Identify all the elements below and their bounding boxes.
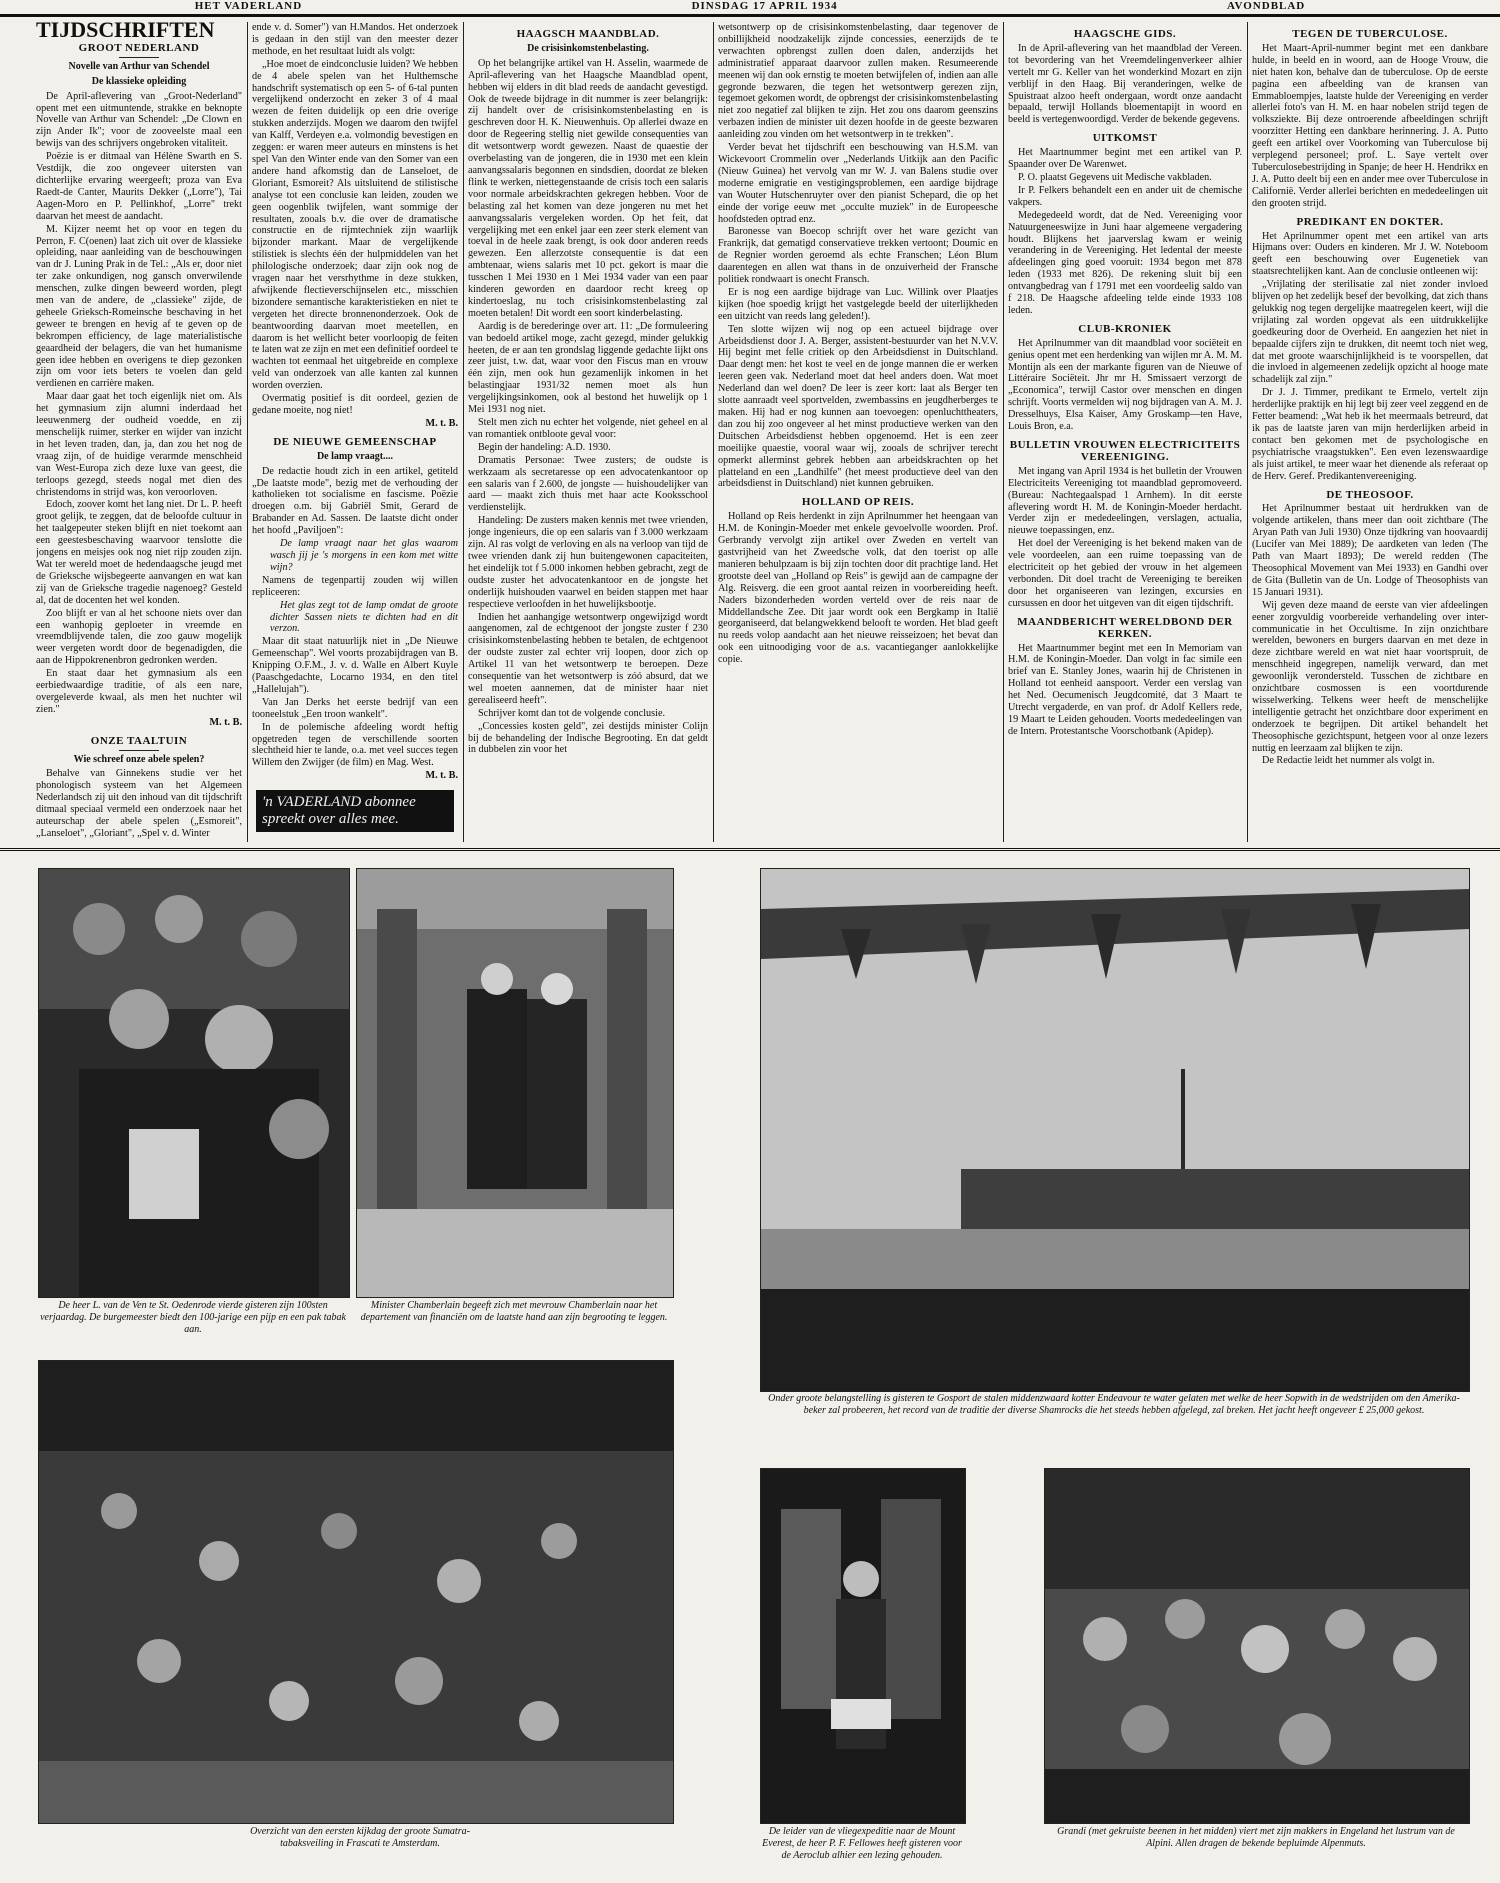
paragraph: Het Aprilnummer van dit maandblad voor sociëteit en genius opent met een herdenking van wijlen mr A. M. M. Montijn als een der markante figuren van de Nieuwe of Littéraire Sociëteit. Jhr mr H. Smissaert verzorgt de „Economica", terwijl Castor over menschen en dingen schrijft. Voorts vermelden wij nog bijdragen van A. M. J. Dresselhuys, Elsa Kaiser, Amy Groskamp—ten Have, Louis Bron, e.a.: [1008, 337, 1242, 433]
verse: Het glas zegt tot de lamp omdat de groote dichter Sassen niets te dichten had en dit verzon.: [270, 599, 458, 635]
caption-chamberlain: Minister Chamberlain begeeft zich met mevrouw Chamberlain naar het departement van financiën om de laatste hand aan zijn begrooting te leggen.: [360, 1300, 668, 1323]
paragraph: Stelt men zich nu echter het volgende, niet geheel en al van romantiek ontbloote geval voor:: [468, 417, 708, 440]
column-rule: [463, 22, 464, 842]
photo-fellowes-image: [761, 1469, 965, 1823]
column-5: [1008, 22, 1242, 842]
paragraph: De April-aflevering van „Groot-Nederland" opent met een uitmuntende, strakke en beknopte Novelle van Arthur van Schendel: „De Clown en zijn Ander Ik"; voor de zooveelste maal een bewijs van des schrijvers ongebroken vitaliteit.: [36, 90, 242, 150]
paragraph: P. O. plaatst Gegevens uit Medische vakbladen.: [1018, 171, 1212, 183]
paragraph: Het Aprilnummer bestaat uit herdrukken van de volgende artikelen, thans meer dan ooit zichtbare (The Aryan Path van Juli 1930) Onze tijdkring van hoovaardij (Lucifer van Mei 1889); De aardketen van leden (The Path van Maart 1893); De wereld redden (The Theosophical Movement van Mei 1933) en Gandhi over de Gita (Bulletin van de Un. Lodge of Theosophists van 15 Januari 1931).: [1252, 503, 1488, 598]
paragraph: Indien het aanhangige wetsontwerp ongewijzigd wordt aangenomen, zal de echtgenoot der jongste zuster f 230 crisisinkomstenbelasting hebben te betalen, de echtgenoot der oudste zuster zal echter vrij loopen, door zich op Artikel 11 van het wetsontwerp te beroepen. Deze consequentie van het wetsontwerp is zóó absurd, dat we wel moeten aannemen, dat de minister haar niet gerealiseerd heeft".: [468, 611, 708, 706]
paragraph: Het doel der Vereeniging is het bekend maken van de vele voordeelen, aan een ruime toepassing van de electriciteit op het gebied der vrouw in het algemeen verbonden. Dit doel tracht de Vereeniging te bereiken door het organiseeren van lezingen, excursies en cursussen en door het uitgeven van dit eigen tijdschrift.: [1008, 538, 1242, 609]
paragraph: M. Kijzer neemt het op voor en tegen du Perron, F. C(oenen) laat zich uit over de klassieke opleiding, naar aanleiding van de beschouwingen van dr J. Luning Prak in de Tel.: „Als er, door niet ter zake onkundigen, nog gansch onverwilende menschen, zulke dingen beweerd worden, plegt men van de andere, de „classieke" zijde, de geheele Grieksch-Romeinsche beschaving in het geweer te brengen en hevig af te geven op de bekrompen efficiency, de lage materialistische geaardheid der belagers, die van het humanisme geen idee hebben en overigens te diep gezonken zijn om voor iets beters te voelen dan geld verdienen en carrière maken.: [36, 223, 242, 390]
paragraph: Baronesse van Boecop schrijft over het ware gezicht van Frankrijk, dat gematigd conservatieve trekken vertoont; Doumic en de Regnier worden geroemd als echte Franschen; Léon Blum daarentegen en allen wat thans in de onzuiverheid der Fransche politiek rondwaart is onecht Fransch.: [718, 226, 998, 286]
paragraph: Handeling: De zusters maken kennis met twee vrienden, jonge ingenieurs, die op een salaris van f 3.000 werkzaam zijn. Al ras volgt de verloving en als na verloop van tijd de twee vrienden dank zij hun buitengewonen capaciteiten, het eindelijk tot f 5.000 inkomen hebben gebracht, zegt de oudste zuster het advocatenkantoor en de jongste het onderlijk huishouden vaarwel en beiden stappen met haar respectieve verloofden in het huwelijksbootje.: [468, 515, 708, 610]
heading-maandbericht: MAANDBERICHT WERELDBOND DER KERKEN.: [1017, 615, 1233, 640]
paragraph: Edoch, zoover komt het lang niet. Dr L. P. heeft groot gelijk, te zeggen, dat de beloofde cultuur in het taalgepeuter steken blijft en niet toekomt aan een geestesbeschaving waarvoor tenslotte die jongens en meisjes ook nog niet rijp zouden zijn. Wat ter wereld moet de hedendaagsche jeugd met de Grieksche wijsbegeerte aanvangen en wat kan zij van de Grieksche tragedie nagenoeg? Gesteld al, dat de docenten het wel konden.: [36, 499, 242, 606]
photo-endeavour-image: [761, 869, 1469, 1391]
caption-fellowes: De leider van de vliegexpeditie naar de Mount Everest, de heer P. F. Fellowes heeft gisteren voor de Aeroclub alhier een lezing gehouden.: [762, 1826, 962, 1861]
column-rule: [1003, 22, 1004, 842]
paragraph: Medegedeeld wordt, dat de Ned. Vereeniging voor Natuurgeneeswijze in Juni haar algemeene vergadering houdt. Blijkens het jaarverslag kwam er weinig verandering in de Vereeniging. Het ledental der meeste afdeelingen ging goed vooruit: 1934 begon met 878 leden (1933 met 826). De rekening sluit bij een ontvangbedrag van f 1791 met een voordeelig saldo van f 218. De Haagsche afdeeling telde einde 1933 108 leden.: [1008, 209, 1242, 316]
column-rule: [1247, 22, 1248, 842]
photo-grandi-alpini-image: [1045, 1469, 1469, 1823]
caption-endeavour: Onder groote belangstelling is gisteren te Gosport de stalen middenzwaard kotter Endeavour te water gelaten met welke de heer Sopwith in de wedstrijden om den Amerika-beker zal probeeren, het record van de traditie der diverse Shamrocks die het steeds hebben afgelegd, zal breken. Het jacht heeft ongeveer £ 25,000 gekost.: [768, 1393, 1460, 1416]
photo-centenarian-image: [39, 869, 349, 1297]
paragraph: Maar daar gaat het toch eigenlijk niet om. Als het gymnasium zijn alumni inderdaad het leeuwenmerg der oudheid voedde, en zij menschelijk ruimer, sterker en wijder van inzicht in het leven traden, dan, ja, dan zou het nog de vraag zijn, of de huidige verarmde menschheid van West-Europa zich deze luxe van geest, die terloops gezegd, steeds nogal met dien des christendoms in strijd was, kon veroorloven.: [36, 391, 242, 498]
paragraph: Ten slotte wijzen wij nog op een actueel bijdrage over Arbeidsdienst door J. A. Berger, assistent-bestuurder van het N.V.V. Hij begint met felle critiek op den Arbeidsdienst in Duitschland. Daar dengt men: het kost te veel en de jonge mannen die er werken leeren geen vak. Nederland moet dat heel anders doen. Wat moet Nederland dan wel doen? De leer is zeer kort: laat als Berger ten slotte aanraadt veel sportvelden, zwembassins en jeugdherberges te maken. Hij had er nog kunnen aan toevoegen: openluchttheaters, dan zou hij zoo ongeveer al het minst productieve werken van den Duitschen Arbeidsdienst hebben opgenoemd. Het is een zeer moeilijke quaestie, vooral waar wij, zooals de schrijver terecht opmerkt allerminst gebrek hebben aan arbeidskrachten op het platteland en een „Landhilfe" (het meest productieve deel van den arbeidsdienst in Duitschland) niet kunnen gebruiken.: [718, 323, 998, 490]
paragraph: Schrijver komt dan tot de volgende conclusie.: [478, 707, 666, 719]
paragraph: Er is nog een aardige bijdrage van Luc. Willink over Plaatjes kijken (hoe spoedig krijgt het vastgelegde beeld der uiterlijkheden een uitzicht van reeds lang geleden!).: [718, 286, 998, 322]
caption-centenarian: De heer L. van de Ven te St. Oedenrode vierde gisteren zijn 100sten verjaardag. De burgemeester biedt den 100-jarige een pijp en een pak tabak aan.: [40, 1300, 346, 1335]
photo-endeavour: [760, 868, 1470, 1392]
paragraph: „Concessies kosten geld", zei destijds minister Colijn bij de behandeling der Indische Begrooting. En dat geldt in dubbelen zin voor het: [468, 720, 708, 756]
heading-onze-taaltuin: ONZE TAALTUIN: [90, 734, 188, 747]
column-2: [252, 22, 458, 842]
heading-holland-op-reis: HOLLAND OP REIS.: [801, 496, 915, 509]
verse: De lamp vraagt naar het glas waarom wasch jij je 's morgens in een kom met witte wijn?: [270, 538, 458, 573]
paragraph: Behalve van Ginnekens studie ver het phonologisch systeem van het Algemeen Nederlandsch zij uit den inhoud van dit tijdschrift ditmaal speciaal vermeld een onderzoek naar het auteurschap der abele spelen („Esmoreit", „Lanseloet", „Gloriant", „Spel v. d. Winter: [36, 768, 242, 839]
paragraph: De Redactie leidt het nummer als volgt in.: [1262, 755, 1435, 767]
paragraph: Dr J. J. Timmer, predikant te Ermelo, vertelt zijn herderlijke praktijk en hij legt bij zeer veel zeggend en de Fetter beamend: „Wat heb ik het meermaals betreurd, dat ik pas de laatste jaren van mijn herderlijken arbeid in contact ben gekomen met de psychologische en psychiatrische vraagstukken". Een even lezenswaardige als juist artikel, te meer waar het dienende als referaat op de Herv. Geref. Predikantenvereeniging.: [1252, 387, 1488, 482]
paragraph: Het Maart-April-nummer begint met een dankbare hulde, in beeld en in woord, aan de Hooge Vrouw, die niet haten kon, behalve dan de tuberculose. Op de eerste pagina een afbeelding van de kransen van Emmabloempjes, laatste hulde der Vereeniging en verder allerlei foto's van H. M. en haar nobelen strijd tegen de volksziekte. Bij deze ontroerende afbeeldingen schrijft voorzitter Hetting een dankbare herinnering. J. A. Putto geeft een artikel over Voorkoming van Tuberculose bij verplegend personeel; prof. L. Saye vertelt over Tuberculosebestrijding in Spanje; de heer H. Hendrikx en J. A. Putto deelt bij een en ander mee over Tuberculose in Californië. Verder allerlei berichten en mededeelingen uit den grooten strijd.: [1252, 42, 1488, 209]
masthead-paper: HET VADERLAND: [194, 0, 303, 12]
heading-nieuwe-gemeenschap: DE NIEUWE GEMEENSCHAP: [273, 435, 437, 448]
paragraph: Zoo blijft er van al het schoone niets over dan een wanhopig geploeter in vreemde en vreemdblijvende talen, die zoo gauw mogelijk weer vergeten wordt door de begenadigden, die aan de Hippokrenenbron gedronken werden.: [36, 607, 242, 667]
heading-groot-nederland: GROOT NEDERLAND: [78, 41, 200, 54]
paragraph: Holland op Reis herdenkt in zijn Aprilnummer het heengaan van H.M. de Koningin-Moeder met enkele gevoelvolle woorden. Prof. Gerbrandy vervolgt zijn artikel over Zweden en vertelt van gastvrijheid van het Zweedsche volk, dat den toerist op alle manieren behulpzaam is bij zijn tochten door dit prachtige land. Het grootste deel van „Holland op Reis" is gewijd aan de campagne der Alg. Reisverg. die een groot aantal reizen in voorbereiding heeft. Naders bizonderheden worden verteld over de reis naar de Middellandsche Zee. Dit jaar wordt ook een Bergkamp in Italië georganiseerd, dat belangwekkend belooft te worden. Het blad geeft nu reeds volop aandacht aan het nieuwe reisseizoen; het bevat dan ook een uitnoodiging voor de a.s. vacantieganger aanlokkelijke copie.: [718, 511, 998, 666]
column-6: [1252, 22, 1488, 842]
heading-club-kroniek: CLUB-KRONIEK: [1078, 322, 1172, 335]
paragraph: En staat daar het gymnasium als een eerbiedwaardige traditie, of als een nare, overgeleverde kwaal, als men het nuchter wil zien.": [36, 668, 242, 715]
divider: [119, 750, 159, 751]
column-rule: [247, 22, 248, 842]
paragraph: Het Maartnummer begint met een artikel van P. Spaander over De Warenwet.: [1008, 147, 1242, 171]
subheading-crisisinkomstenbelasting: De crisisinkomstenbelasting.: [527, 42, 649, 54]
caption-tobacco-auction: Overzicht van den eersten kijkdag der groote Sumatra-tabaksveiling in Frascati te Amsterdam.: [250, 1826, 470, 1849]
photo-chamberlain: [356, 868, 674, 1298]
subheading-abele-spelen: Wie schreef onze abele spelen?: [73, 753, 205, 765]
column-4: [718, 22, 998, 842]
paragraph: Op het belangrijke artikel van H. Asselin, waarmede de April-aflevering van het Haagsche Maandblad opent, hebben wij elders in dit blad reeds de aandacht gevestigd. Ook de tweede bijdrage in dit nummer is zeer belangrijk: zij handelt over de crisisinkomstenbelasting en is geschreven door H. K. Nieuwenhuis. Op allerlei dwaze en door de Regeering stellig niet gewilde consequenties van dit wetsontwerp wordt gewezen. Naast de quaestie der overbelasting van de jongeren, die in 1930 met een klein aanvangssalaris begonnen en sindsdien, doordat ze bleken flink te werken, niettegenstaande de crisis toch een salaris voor normale arbeidskrachten gekregen hebben. Voor de belasting zal het komen van deze jongeren nu met het aanvangssalaris vergeleken worden. Op het feit, dat vergelijking met een enkel jaar een zeer sterk element van toeval in de heele zaak brengt, is ook door anderen reeds gewezen. Een allerzotste consequentie is dat een ambtenaar, wiens salaris met 10 pct. gekort is maar die tusschen 1 Mei 1930 en 1 Mei 1934 vader van een paar kinderen geworden en daardoor recht kreeg op kindertoeslag, nu toch crisisinkomstenbelasting zal moeten betalen! Dit wordt een soort kinderbelasting.: [468, 57, 708, 319]
heading-bulletin-vrouwen: BULLETIN VROUWEN ELECTRICITEITS VEREENIGING.: [1009, 439, 1241, 463]
masthead: [0, 0, 1500, 17]
paragraph: Poëzie is er ditmaal van Hélène Swarth en S. Vestdijk, die zoo ongeveer uitersten van dichterlijke ervaring weergeeft; proza van Eva Raedt-de Canter, Maurits Dekker („Lorre"), Tai Aagen-Moro en P. Pellinkhof, „Lorre" trekt daarvan het meest de aandacht.: [36, 151, 242, 222]
photo-centenarian: [38, 868, 350, 1298]
paragraph: „Vrijlating der sterilisatie zal niet zonder invloed blijven op het zedelijk besef der bevolking, dat zich thans gelukkig nog tegen dergelijke maatregelen keert, wijl die vrijlating zal worden opgevat als een uitdrukkelijke goedkeuring door de Overheid. En aangezien het niet in bepaalde cijfers zijn te drukken, dit neemt toch niet weg, dat met groote waarschijnlijkheid is te voorspellen, dat die invloed in algemeenen zedelijk opzicht al hooge mate schadelijk zal zijn.": [1252, 279, 1488, 386]
caption-grandi-alpini: Grandi (met gekruiste beenen in het midden) viert met zijn makkers in Engeland het lustrum van de Alpini. Allen dragen de bekende bepluimde Alpenmuts.: [1057, 1826, 1455, 1849]
paragraph: Met ingang van April 1934 is het bulletin der Vrouwen Electriciteits Vereeniging tot maandblad gepromoveerd. (Bureau: Nachtegaalspad 1 Arnhem). In dit eerste aflevering wordt H. M. de Koningin-Moeder herdacht. Verder zijn er mededeelingen, verslagen, actualia, nieuwe toepassingen, enz.: [1008, 465, 1242, 537]
paragraph: Van Jan Derks het eerste bedrijf van een tooneelstuk „Een troon wankelt".: [252, 696, 458, 720]
paragraph: Dramatis Personae: Twee zusters; de oudste is werkzaam als secretaresse op een advocatenkantoor op een salaris van f 2.600, de jongste — huishoudelijker van aard — maakt zich thuis met haar acte Kooksschool verdienstelijk.: [468, 454, 708, 514]
column-rule: [713, 22, 714, 842]
subscription-advertisement: 'n VADERLAND abonnee spreekt over alles mee.: [256, 790, 454, 832]
paragraph: Overmatig positief is dit oordeel, gezien de gedane moeite, nog niet!: [252, 393, 458, 416]
paragraph: Namens de tegenpartij zouden wij willen repliceeren:: [252, 574, 458, 598]
paragraph: Aardig is de berederinge over art. 11: „De formuleering van bedoeld artikel moge, zacht gezegd, minder gelukkig heeten, de er aan ten grondslag liggende gedachte lijkt ons zeer juist, t.w. dat, waar voor den Fiscus man en vrouw één zijn, men ook hun gezamenlijk inkomen in het belastingjaar 1931/32 nemen moet als hun vergelijkingsinkomen, ook al bestond het huwelijk op 1 Mei 1931 nog niet.: [468, 320, 708, 416]
subheading-novelle: Novelle van Arthur van Schendel: [68, 60, 210, 72]
column-1: [36, 22, 242, 842]
divider: [119, 57, 159, 58]
photo-tobacco-auction-image: [39, 1361, 673, 1823]
paragraph: Het Aprilnummer opent met een artikel van arts Hijmans over: Ouders en kinderen. Mr J. W. Noteboom geeft een beschouwing over Eugenetiek van staatsrechtelijken kant. Aan de conclusie ontleenen wij:: [1252, 230, 1488, 278]
heading-haagsche-gids: HAAGSCHE GIDS.: [1073, 28, 1177, 40]
photo-chamberlain-image: [357, 869, 673, 1297]
heading-predikant-dokter: PREDIKANT EN DOKTER.: [1296, 215, 1444, 228]
signature: M. t. B.: [425, 417, 458, 429]
section-divider: [0, 848, 1500, 851]
masthead-edition: AVONDBLAD: [1227, 0, 1306, 12]
signature: M. t. B.: [425, 770, 458, 782]
paragraph: wetsontwerp op de crisisinkomstenbelasting, daar tegenover de onbillijkheid noodzakelijk zijnde concessies, eenerzijds de te verwachten opbrengst zullen doen dalen, anderzijds het administratief apparaat daarvoor zullen maken. Resumeerende meenen wij dan ook ernstig te moeten betwijfelen of, indien aan alle gegronde bezwaren, die tegen het wetsontwerp gerezen zijn, tegemoet gekomen wordt, de opbrengst der crisisinkomstenbelasting niet zoo negatief zal blijken te zijn. Het zou ons daarom geenszins verbazen indien de minister uit dezen hoofde in de geeste bezwaren aanleiding zou vinden om het wetsontwerp in te trekken".: [718, 22, 998, 141]
photo-fellowes: [760, 1468, 966, 1824]
heading-haagsch-maandblad: HAAGSCH MAANDBLAD.: [516, 28, 660, 40]
paragraph: Begin der handeling: A.D. 1930.: [478, 441, 611, 453]
photo-grandi-alpini: [1044, 1468, 1470, 1824]
subheading-klassieke-opleiding: De klassieke opleiding: [91, 75, 187, 87]
paragraph: De redactie houdt zich in een artikel, getiteld „De laatste mode", bezig met de verhouding der katholieken tot socialisme en fascisme. Poëzie droegen o.m. bij Gabriël Smit, Gerard de Brabander en Ad. Sassen. De laatste dicht onder het hoofd „Paviljoen":: [252, 465, 458, 537]
heading-tuberculose: TEGEN DE TUBERCULOSE.: [1292, 28, 1448, 40]
signature: M. t. B.: [209, 716, 242, 728]
paragraph: In de polemische afdeeling wordt heftig opgetreden tegen de verschillende soorten slechtheid hier te lande, o.a. met veel succes tegen Willem den Zwijger (de film) en Mag. West.: [252, 721, 458, 769]
paragraph: Ir P. Felkers behandelt een en ander uit de chemische vakpers.: [1008, 184, 1242, 208]
paragraph: Het Maartnummer begint met een In Memoriam van H.M. de Koningin-Moeder. Dan volgt in fac simile een brief van E. Stanley Jones, waarin hij de Christenen in Holland tot eenheid aanspoort. Verder een verslag van het Ned. Oecumenisch Jeugdcomité, dat 3 Maart te Utrecht vergaderde, en van prof. dr Adolf Kellers rede, 19 Maart te Leiden gehouden. Voorts mededeelingen van de Intern. Protestantsche Voorschotbank (Apidep).: [1008, 642, 1242, 737]
paragraph: Wij geven deze maand de eerste van vier afdeelingen eener zorgvuldig voorbereide verhandeling over inter-communicatie in het Occultisme. In zijn onzichtbare werelden, bewoners en burgers daarvan en met deze in deze zichtbare wereld en wat niet haar voortspruit, de menschheid ingegrepen, namelijk verward, dan met gewoonlijk verondersteld. Tusschen de zichtbare en onzichtbare cosmossen is een voortdurende wisselwerking. Telkens weer heeft de menschelijke intelligentie getracht het onzichtbare door experiment en onderzoek te begrijpen. Dit artikel behandelt het Theosophische gezichtspunt, hetgeen voor al onze lezers nuttig en leerzaam zal blijken te zijn.: [1252, 599, 1488, 754]
paragraph: In de April-aflevering van het maandblad der Vereen. tot bevordering van het Vreemdelingenverkeer alhier vertelt mr G. Keller van het wonderkind Mozart en zijn verblijf in den Haag. Bij veranderingen, welke de Spuistraat alzoo heeft ondergaan, wordt onze aandacht bepaald, terwijl Hollands bloementapijt in woord en beeld is vertegenwoordigd. Verder de bekende gegevens.: [1008, 42, 1242, 126]
paragraph: ende v. d. Somer") van H.Mandos. Het onderzoek is gedaan in den stijl van den meester dezer methode, en het resultaat luidt als volgt:: [252, 22, 458, 57]
paragraph: Maar dit staat natuurlijk niet in „De Nieuwe Gemeenschap". Wel voorts prozabijdragen van B. Knipping O.F.M., J. v. d. Walle en Albert Kuyle (Paaschgedachte, Locarno 1934, en den titel „Hallelujah").: [252, 636, 458, 695]
column-3: [468, 22, 708, 842]
masthead-date: DINSDAG 17 APRIL 1934: [691, 0, 838, 12]
paragraph: Verder bevat het tijdschrift een beschouwing van H.S.M. van Wickevoort Crommelin over „Nederlands Uitkijk aan den Pacific (Nieuw Guinea) het vervolg van mr W. J. van Balens studie over moderne emigratie en vestigingsproblemen, een aardige bijdrage van Wouter Hutschenruyter over den pianist Schepard, die op het einde der vorige eeuw met „occulte muziek" in de Europeesche hoofdsteden optrad enz.: [718, 142, 998, 225]
heading-uitkomst: UITKOMST: [1092, 132, 1158, 145]
photo-tobacco-auction: [38, 1360, 674, 1824]
heading-theosoof: DE THEOSOOF.: [1326, 488, 1414, 501]
paragraph: „Hoe moet de eindconclusie luiden? We hebben de 4 abele spelen van het Hulthemsche handschrift systematisch op een 5- of 6-tal punten vergelijkend onderzocht en zeker 3 of 4 maal wezen de feiten duidelijk op een drie overige stukken anderzijds. Mogen we daarom den twijfel van Kalff, Verdeyen e.a. volmondig bevestigen en zeggen: er waren meer auteurs en minstens is het spel Van den Winter ende van den Somer van een andere hand afkomstig dan de Lanseloet, de Gloriant, Esmoreit? Als uitsluitend de stilistische analyse tot een conclusie kan leiden, zouden we geen oogenblik twijfelen, want sommige der resultaten, zooals b.v. die over de dramatische constructie en de rijmtechniek zijn waarlijk bijzonder markant. Maar de vergelijkende stilistiek is slechts één der hulpmiddelen van het philologische onderzoek; daar zijn ook nog de vragen naar het versrhythme in deze stukken, afwijkende flectieverschijnselen etc., misschien bizondere semantische karakteristieken en niet te vergeten het directe bronnenonderzoek. Ook de beantwoording daarvan moet meetellen, en daarom is het wellicht beter voorloopig de feiten te laten wat ze zijn en met een definitief oordeel te wachten tot eenmaal het uitgebreide en complexe veld van onderzoek van alle kanten zal kunnen worden overzien.: [252, 58, 458, 392]
section-title: TIJDSCHRIFTEN: [36, 22, 215, 42]
subheading-lamp: De lamp vraagt....: [316, 450, 394, 462]
